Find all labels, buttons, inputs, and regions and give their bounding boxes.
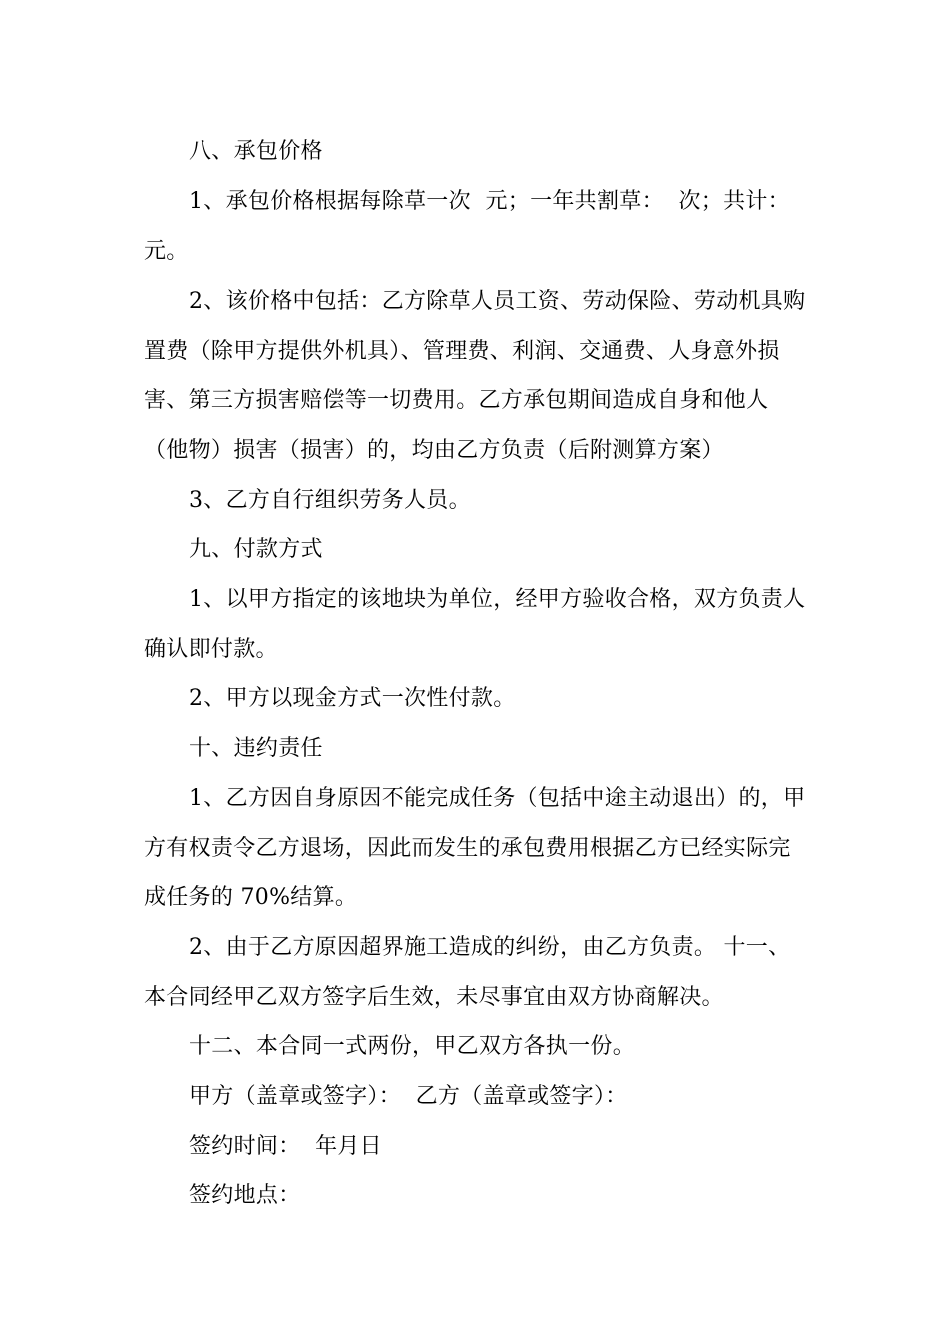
section-10-heading: 十、违约责任 <box>189 736 323 761</box>
section-11: 本合同经甲乙双方签字后生效，未尽事宜由双方协商解决。 <box>144 985 724 1010</box>
clause-8-2-line-2: 置费（除甲方提供外机具）、管理费、利润、交通费、人身意外损 <box>144 339 780 364</box>
clause-9-2: 2、甲方以现金方式一次性付款。 <box>189 686 516 711</box>
clause-8-2-line-3: 害、第三方损害赔偿等一切费用。乙方承包期间造成自身和他人 <box>144 388 769 413</box>
clause-9-1-line-1: 1、以甲方指定的该地块为单位，经甲方验收合格，双方负责人 <box>189 587 806 612</box>
clause-10-1-line-2: 方有权责令乙方退场，因此而发生的承包费用根据乙方已经实际完 <box>144 836 791 861</box>
clause-8-1-line-2: 元。 <box>144 239 189 264</box>
clause-8-2-line-1: 2、该价格中包括：乙方除草人员工资、劳动保险、劳动机具购 <box>189 289 806 314</box>
clause-8-3: 3、乙方自行组织劳务人员。 <box>189 488 471 513</box>
signing-date: 签约时间： 年月日 <box>189 1134 382 1159</box>
section-8-heading: 八、承包价格 <box>189 139 323 164</box>
clause-8-2-line-4: （他物）损害（损害）的，均由乙方负责（后附测算方案） <box>144 438 724 463</box>
clause-10-1-line-1: 1、乙方因自身原因不能完成任务（包括中途主动退出）的，甲 <box>189 786 806 811</box>
section-9-heading: 九、付款方式 <box>189 537 323 562</box>
clause-10-1-line-3: 成任务的 70%结算。 <box>144 885 358 910</box>
clause-9-1-line-2: 确认即付款。 <box>144 637 278 662</box>
signature-parties: 甲方（盖章或签字）： 乙方（盖章或签字）： <box>189 1084 628 1109</box>
clause-10-2: 2、由于乙方原因超界施工造成的纠纷，由乙方负责。 十一、 <box>189 935 791 960</box>
clause-8-1-line-1: 1、承包价格根据每除草一次 元；一年共割草： 次；共计： <box>189 189 790 214</box>
signing-place: 签约地点： <box>189 1183 301 1208</box>
section-12: 十二、本合同一式两份，甲乙双方各执一份。 <box>189 1034 636 1059</box>
